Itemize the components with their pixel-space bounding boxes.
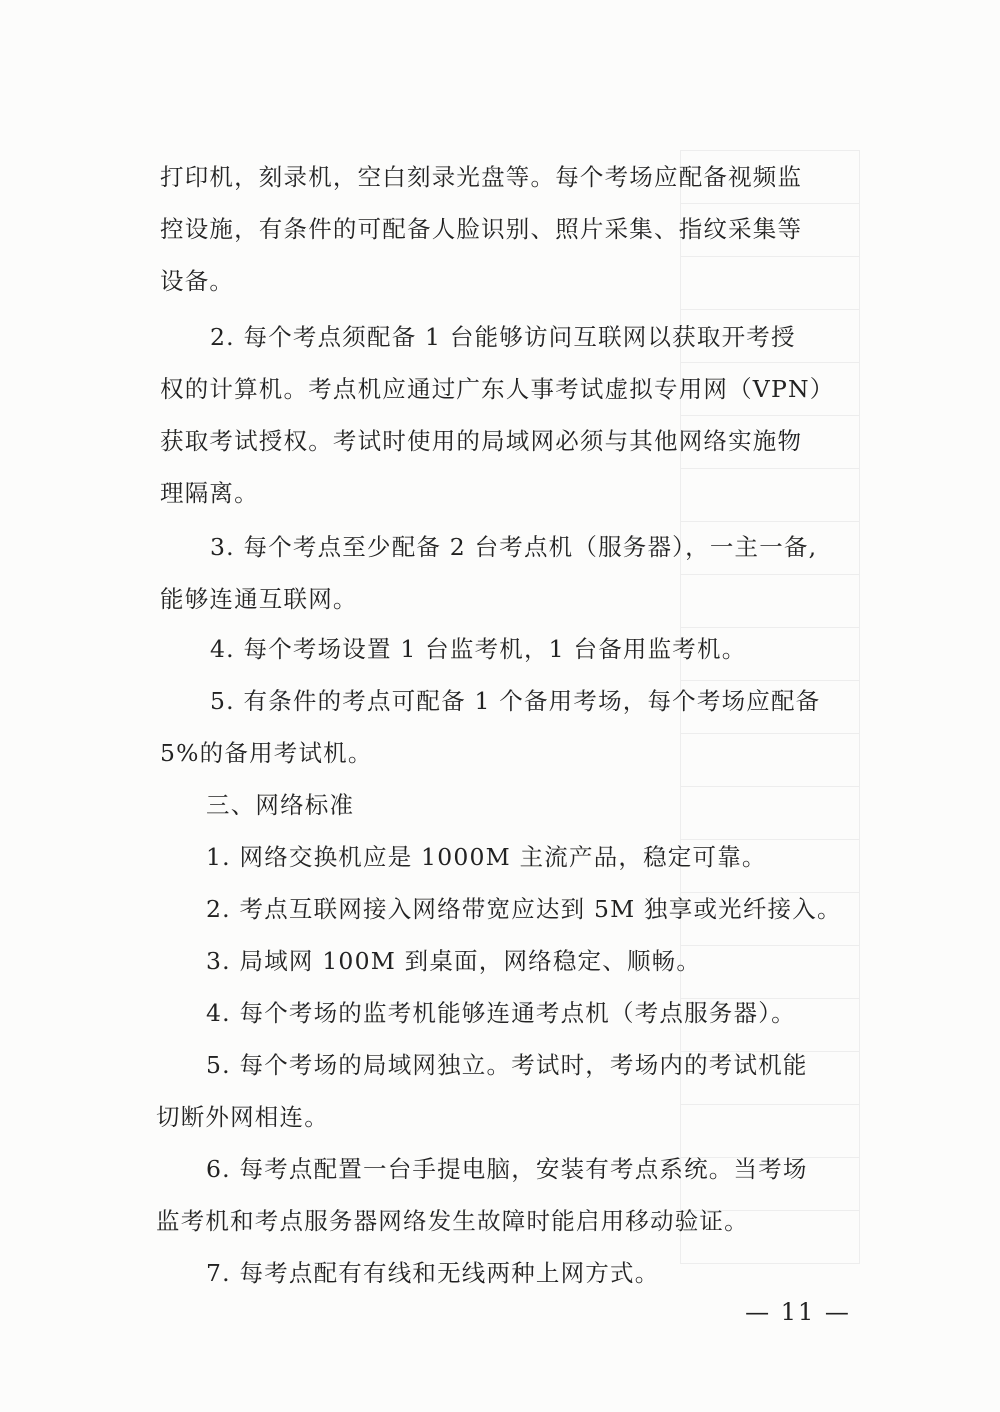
body-line <box>0 984 1000 1042</box>
text-line: 4. 每个考场的监考机能够连通考点机（考点服务器）。 <box>206 999 796 1027</box>
body-line <box>0 724 1000 782</box>
text-line: 理隔离。 <box>160 479 259 507</box>
body-line <box>0 1088 1000 1146</box>
body-line <box>0 1036 1000 1094</box>
body-line <box>0 672 1000 730</box>
text-line: 3. 每个考点至少配备 2 台考点机（服务器），一主一备, <box>210 533 818 561</box>
text-line: 切断外网相连。 <box>156 1103 329 1131</box>
body-line <box>0 1192 1000 1250</box>
body-line <box>0 464 1000 522</box>
body-line <box>0 200 1000 258</box>
body-line <box>0 620 1000 678</box>
body-line <box>0 412 1000 470</box>
text-line: 7. 每考点配有有线和无线两种上网方式。 <box>206 1259 660 1287</box>
body-line <box>0 880 1000 938</box>
text-line: 权的计算机。考点机应通过广东人事考试虚拟专用网（VPN） <box>160 375 835 403</box>
body-line <box>0 252 1000 310</box>
text-line: 1. 网络交换机应是 1000M 主流产品，稳定可靠。 <box>206 843 767 871</box>
text-line: 2. 考点互联网接入网络带宽应达到 5M 独享或光纤接入。 <box>206 895 842 923</box>
body-line <box>0 308 1000 366</box>
body-line <box>0 932 1000 990</box>
text-line: 获取考试授权。考试时使用的局域网必须与其他网络实施物 <box>160 427 803 455</box>
text-line: 4. 每个考场设置 1 台监考机，1 台备用监考机。 <box>210 635 747 663</box>
body-line <box>0 518 1000 576</box>
text-line: 设备。 <box>160 267 235 295</box>
body-line <box>0 148 1000 206</box>
text-line: 6. 每考点配置一台手提电脑，安装有考点系统。当考场 <box>206 1155 808 1183</box>
section-heading <box>0 776 1000 834</box>
text-line: 5. 每个考场的局域网独立。考试时，考场内的考试机能 <box>206 1051 808 1079</box>
text-line: 打印机，刻录机，空白刻录光盘等。每个考场应配备视频监 <box>160 163 803 191</box>
text-line: 三、网络标准 <box>206 791 355 819</box>
body-line <box>0 360 1000 418</box>
text-line: 3. 局域网 100M 到桌面，网络稳定、顺畅。 <box>206 947 702 975</box>
body-line <box>0 1140 1000 1198</box>
text-line: 5%的备用考试机。 <box>160 739 373 767</box>
text-line: 能够连通互联网。 <box>160 585 358 613</box>
text-line: 监考机和考点服务器网络发生故障时能启用移动验证。 <box>156 1207 749 1235</box>
page-number: — 11 — <box>745 1298 851 1326</box>
text-line: 5. 有条件的考点可配备 1 个备用考场，每个考场应配备 <box>210 687 821 715</box>
text-line: 控设施，有条件的可配备人脸识别、照片采集、指纹采集等 <box>160 215 803 243</box>
body-line <box>0 828 1000 886</box>
text-line: 2. 每个考点须配备 1 台能够访问互联网以获取开考授 <box>210 323 796 351</box>
